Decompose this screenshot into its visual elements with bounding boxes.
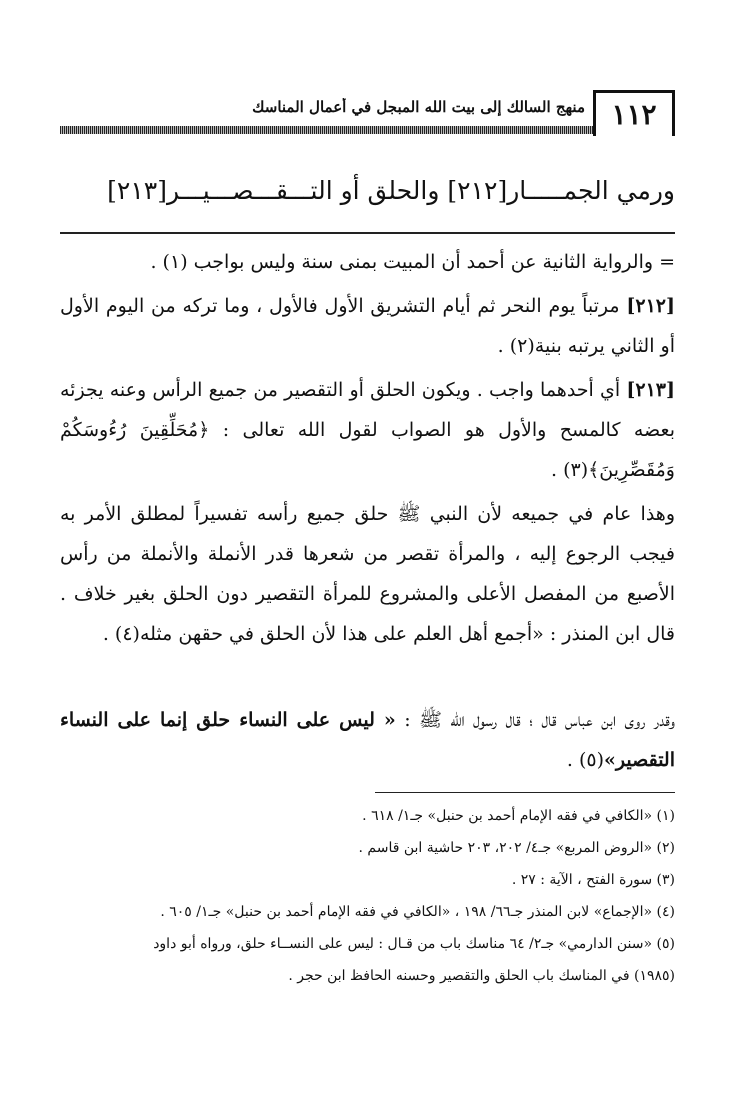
paragraph-continuation: = والرواية الثانية عن أحمد أن المبيت بمنى سنة وليس بواجب (١) . [150,251,675,273]
page-number: ١١٢ [593,90,675,136]
note-212-text: مرتباً يوم النحر ثم أيام التشريق الأول فالأول ، وما تركه من اليوم الأول أو الثاني يرتبه بنية(٢) . [60,295,675,357]
footnote-5-cont: (١٩٨٥) في المناسك باب الحلق والتقصير وحسنه الحافظ ابن حجر . [288,968,675,984]
footnote-4: (٤) «الإجماع» لابن المنذر جـ٦٦/ ١٩٨ ، «الكافي في فقه الإمام أحمد بن حنبل» جـ١/ ٦٠٥ . [160,904,675,920]
footnotes [60,800,675,992]
footnote-2: (٢) «الروض المربع» جـ٤/ ٢٠٢، ٢٠٣ حاشية ابن قاسم . [358,840,675,856]
paragraph-3 [60,700,675,780]
header-rule [60,126,675,134]
section-title: ورمي الجمـــــار[٢١٢] والحلق أو التـــقـــصـــيـــر[٢١٣] [107,176,675,205]
note-213 [60,370,675,490]
title-rule [60,232,675,234]
footnote-5: (٥) «سنن الدارمي» جـ٢/ ٦٤ مناسك باب من قـال : ليس على النســاء حلق، ورواه أبو داود [153,936,675,952]
footnote-1: (١) «الكافي في فقه الإمام أحمد بن حنبل» جـ١/ ٦١٨ . [362,808,675,824]
footnote-3: (٣) سورة الفتح ، الآية : ٢٧ . [511,872,675,888]
note-213-label: [٢١٣] [626,379,675,401]
paragraph-3-intro: وقدر روى ابن عباس قال ؛ قال رسول الله ﷺ : [395,709,675,731]
footnote-rule [375,792,675,793]
note-212-label: [٢١٢] [626,295,675,317]
running-title: منهج السالك إلى بيت الله المبجل في أعمال المناسك [252,98,585,116]
hadith-quote: « ليس على النساء حلق إنما على النساء التقصير» [60,709,675,771]
paragraph-3-ref: (٥) . [566,749,605,771]
note-213-text: أي أحدهما واجب . ويكون الحلق أو التقصير من جميع الرأس وعنه يجزئه بعضه كالمسح والأول هو الصواب لقول الله تعالى : ﴿مُحَلِّقِينَ رُءُوسَكُمْ وَمُقَصِّرِينَ﴾(٣) . [60,379,675,481]
paragraph-2: وهذا عام في جميعه لأن النبي ﷺ حلق جميع رأسه تفسيراً لمطلق الأمر به فيجب الرجوع إليه ، والمرأة تقصر من شعرها قدر الأنملة والأنملة من رأس الأصبع من المفصل الأعلى والمشروع للمرأة التقصير دون الحلق بغير خلاف . قال ابن المنذر : «أجمع أهل العلم على هذا لأن الحلق في حقهن مثله(٤) . [60,503,675,645]
note-212 [60,286,675,366]
